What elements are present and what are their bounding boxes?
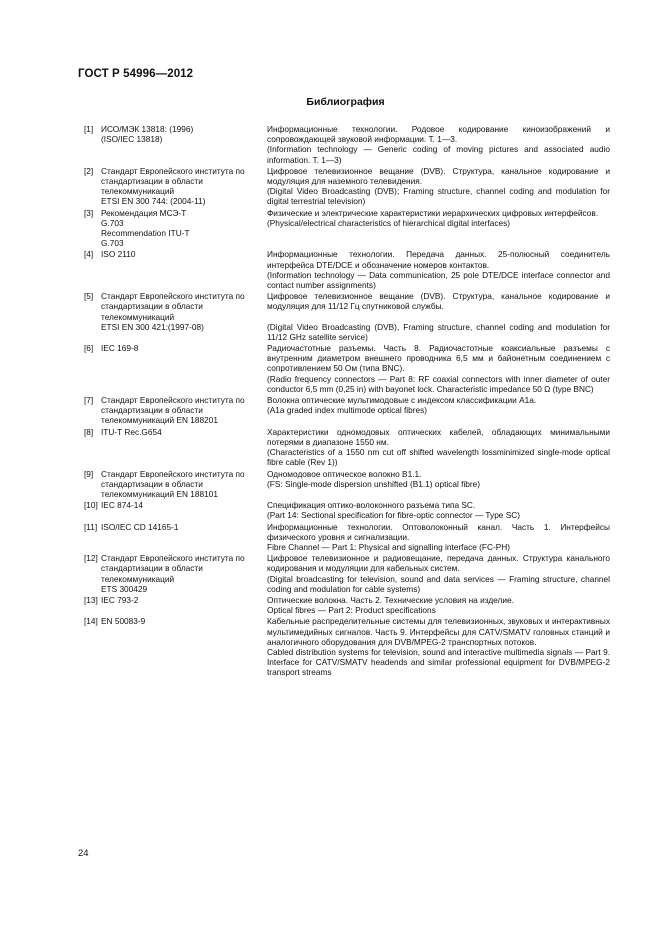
description-paragraph: Информационные технологии. Передача данных. 25-полюсный соединитель интерфейса DTE/DCE и обозначение номеров контактов. (267, 249, 610, 270)
reference-line: ETSI EN 300 421:(1997-08) (101, 321, 204, 332)
description-paragraph (267, 312, 610, 322)
entry-description (267, 469, 610, 500)
description-paragraph: Спецификация оптико-волоконного разъема типа SC. (267, 500, 476, 511)
description-paragraph: (Characteristics of a 1550 nm cut off shifted wavelength lossminimized single-mode optical fibre cable (Rev 1)) (267, 447, 610, 468)
entry-reference (101, 124, 267, 165)
entry-description (267, 343, 610, 394)
description-paragraph: (Digital Video Broadcasting (DVB), Framing structure, channel coding and modulation for 11/12 GHz satellite service) (267, 321, 610, 342)
reference-line: Стандарт Европейского института по стандартизации в области телекоммуникаций EN 188101 (101, 468, 245, 499)
entry-reference (101, 616, 267, 677)
reference-line: Стандарт Европейского института по стандартизации в области телекоммуникаций (101, 165, 245, 197)
entry-reference (101, 427, 267, 468)
entry-reference (101, 553, 267, 594)
entry-number: [9] (84, 468, 94, 479)
description-paragraph: Волокна оптические мультимодовые с индексом классификации А1а. (267, 395, 537, 406)
entry-description (267, 522, 610, 553)
entry-reference (101, 469, 267, 500)
entry-number: [7] (84, 395, 94, 406)
entry-description (267, 616, 610, 677)
description-paragraph: (FS: Single-mode dispersion unshifted (B1.1) optical fibre) (267, 478, 481, 489)
reference-line: ISO/IEC CD 14165-1 (101, 521, 179, 532)
description-paragraph: Информационные технологии. Оптоволоконный канал. Часть 1. Интерфейсы физического уровня и сигнализации. (267, 521, 610, 542)
entry-description (267, 249, 610, 290)
entry-description (267, 395, 610, 426)
bibliography-entry (84, 124, 610, 165)
entry-description (267, 427, 610, 468)
description-paragraph: (Digital broadcasting for television, sound and data services — Framing structure, channel coding and modulation for cable systems) (267, 573, 610, 594)
entry-number: [3] (84, 207, 94, 218)
description-paragraph: (Part 14: Sectional specification for fibre-optic connector — Type SC) (267, 510, 521, 521)
reference-line: Рекомендация МСЭ-Т (101, 207, 187, 218)
entry-number: [11] (84, 521, 98, 532)
bibliography-list (84, 124, 610, 679)
page-number: 24 (78, 848, 89, 859)
description-paragraph: (Information technology — Generic coding of moving pictures and associated audio information. T. 1—3) (267, 144, 610, 165)
description-paragraph: (Information technology — Data communication, 25 pole DTE/DCE interface connector and contact number assignments) (267, 269, 610, 291)
entry-reference (101, 249, 267, 290)
description-paragraph: Кабельные распределительные системы для телевизионных, звуковых и интерактивных мультимедийных сигналов. Часть 9. Интерфейсы для CATV/SMATV головных станций и аналогичного оборудования для DVB/MPEG-2 транспортных потоков. (267, 616, 610, 647)
description-paragraph: Физические и электрические характеристики иерархических цифровых интерфейсов. (267, 207, 599, 218)
description-paragraph: (Physical/electrical characteristics of hierarchical digital interfaces) (267, 217, 511, 228)
entry-number: [2] (84, 165, 94, 176)
entry-reference (101, 343, 267, 394)
entry-number: [5] (84, 291, 94, 302)
entry-reference (101, 166, 267, 207)
entry-number: [6] (84, 343, 94, 354)
entry-reference (101, 395, 267, 426)
reference-line: (ISO/IEC 13818) (101, 134, 163, 145)
reference-line: ETSI EN 300 744: (2004-11) (101, 196, 206, 207)
description-paragraph: Радиочастотные разъемы. Часть 8. Радиочастотные коаксиальные разъемы с внутренним диаметром внешнего проводника 6,5 мм и байонетным соединением с сопротивлением 50 Ом (типа BNC). (267, 343, 610, 374)
reference-line: ISO 2110 (101, 249, 136, 260)
bibliography-entry (84, 469, 610, 500)
reference-line: ITU-T Rec.G654 (101, 426, 162, 437)
bibliography-entry (84, 427, 610, 468)
bibliography-entry (84, 208, 610, 249)
entry-number: [14] (84, 616, 98, 627)
description-paragraph: (Radio frequency connectors — Part 8: RF coaxial connectors with inner diameter of outer conductor 6,5 mm (0,25 in) with bayonet lock. Characteristic impedance 50 Ω (type BNC) (267, 373, 610, 394)
entry-description (267, 124, 610, 165)
bibliography-entry (84, 395, 610, 426)
entry-description (267, 208, 610, 249)
entry-number: [4] (84, 249, 94, 260)
entry-description (267, 500, 610, 520)
document-header: ГОСТ Р 54996—2012 (78, 68, 194, 80)
entry-number: [13] (84, 594, 98, 605)
bibliography-entry (84, 553, 610, 594)
bibliography-entry (84, 595, 610, 615)
reference-line: G.703 (101, 238, 124, 249)
bibliography-entry (84, 291, 610, 342)
entry-description (267, 166, 610, 207)
bibliography-entry (84, 616, 610, 677)
reference-line: EN 50083-9 (101, 616, 146, 627)
description-paragraph: (A1a graded index multimode optical fibres) (267, 405, 428, 416)
reference-line: Стандарт Европейского института по стандартизации в области телекоммуникаций (101, 553, 245, 584)
reference-line: G.703 (101, 217, 124, 228)
reference-line: ETS 300429 (101, 583, 148, 594)
entry-description (267, 595, 610, 615)
section-title: Библиография (306, 96, 385, 108)
reference-line: Recommendation ITU-T (101, 228, 190, 239)
description-paragraph: Цифровое телевизионное вещание (DVB). Структура, канальное кодирование и модуляция для наземного телевидения. (267, 165, 610, 187)
entry-reference (101, 208, 267, 249)
entry-reference (101, 291, 267, 342)
entry-number: [8] (84, 426, 94, 437)
description-paragraph: Fibre Channel — Part 1: Physical and signalling interface (FC-PH) (267, 541, 511, 552)
entry-reference (101, 595, 267, 615)
entry-description (267, 291, 610, 342)
entry-reference (101, 522, 267, 553)
description-paragraph: Цифровое телевизионное вещание (DVB). Структура, канальное кодирование и модуляция для 11/12 Гц спутниковой службы. (267, 291, 610, 312)
bibliography-entry (84, 166, 610, 207)
description-paragraph: Характеристики одномодовых оптических кабелей, обладающих минимальными потерями в диапазоне 1550 нм. (267, 426, 610, 447)
reference-line: IEC 793-2 (101, 594, 139, 605)
bibliography-entry (84, 522, 610, 553)
reference-line: ИСО/МЭК 13818: (1996) (101, 124, 194, 134)
description-paragraph: Информационные технологии. Родовое кодирование киноизображений и сопровождающей звуковой информации. Т. 1—3. (267, 124, 610, 145)
entry-number: [12] (84, 553, 98, 564)
description-paragraph: Оптические волокна. Часть 2. Технические условия на изделие. (267, 594, 514, 605)
entry-number: [1] (84, 124, 94, 134)
description-paragraph: Optical fibres — Part 2: Product specifications (267, 605, 436, 616)
entry-description (267, 553, 610, 594)
bibliography-entry (84, 500, 610, 520)
bibliography-entry (84, 249, 610, 290)
description-paragraph: Цифровое телевизионное и радиовещание, передача данных. Структура канального кодирования и модуляции для кабельных систем. (267, 553, 610, 574)
description-paragraph: (Digital Video Broadcasting (DVB); Framing structure, channel coding and modulation for digital terrestrial television) (267, 186, 610, 207)
reference-line: Стандарт Европейского института по стандартизации в области телекоммуникаций (101, 291, 245, 322)
reference-line: IEC 874-14 (101, 500, 143, 511)
reference-line: Стандарт Европейского института по стандартизации в области телекоммуникаций EN 188201 (101, 395, 245, 426)
bibliography-entry (84, 343, 610, 394)
reference-line: IEC 169-8 (101, 343, 139, 354)
entry-number: [10] (84, 500, 98, 511)
entry-reference (101, 500, 267, 520)
description-paragraph: Cabled distribution systems for television, sound and interactive multimedia signals — Part 9. Interface for CATV/SMATV headends and similar professional equipment for DVB/MPEG-2 transport streams (267, 646, 610, 678)
description-paragraph: Одномодовое оптическое волокно В1.1. (267, 468, 422, 479)
